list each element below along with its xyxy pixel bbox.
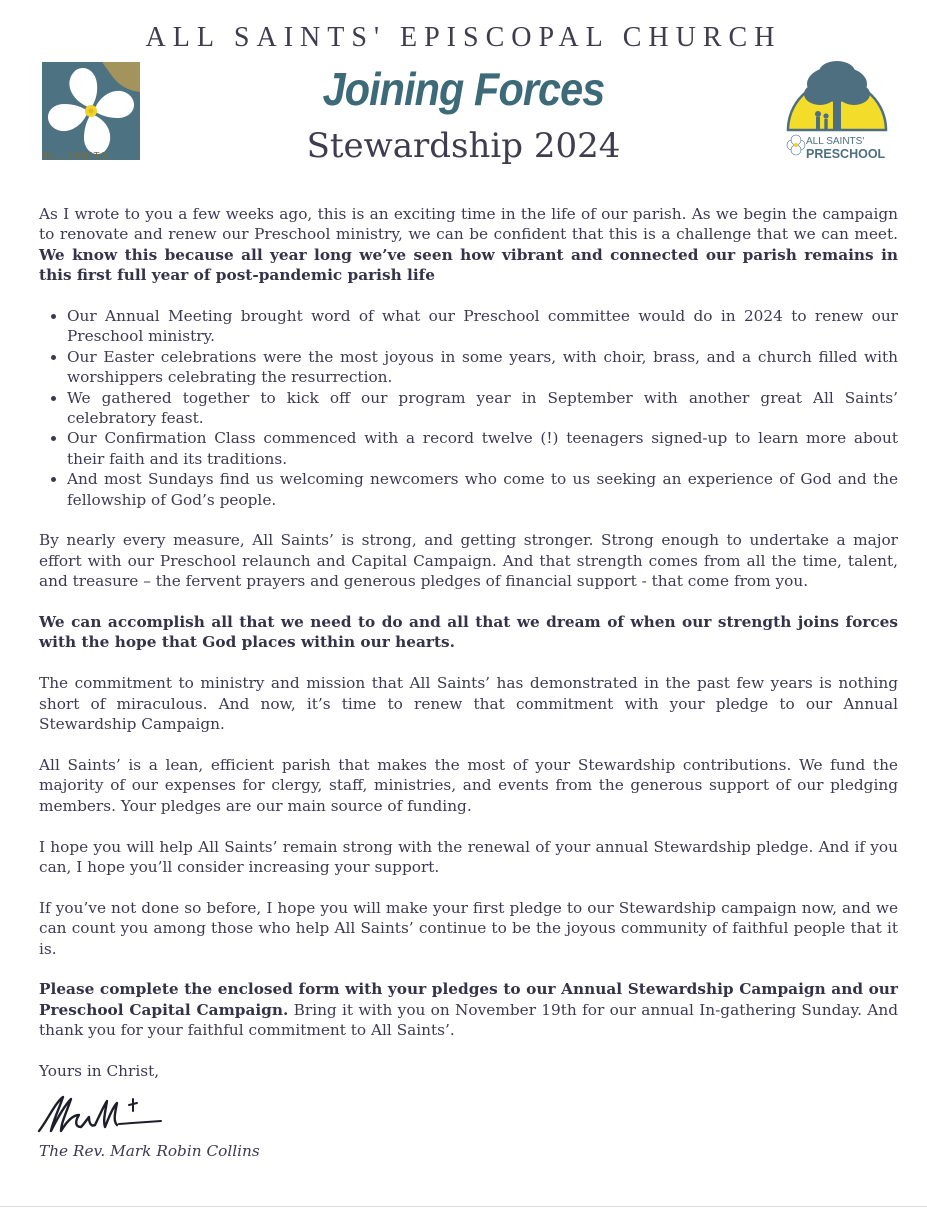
- all-saints-flower-logo-icon: [42, 62, 140, 160]
- accomplish-bold-text: We can accomplish all that we need to do and all that we dream of when our strength joins forces with the hope that God places within our hearts.: [39, 613, 898, 652]
- please-complete-text: Bring it with you on November 19th for our annual In-gathering Sunday. And thank you for your faithful commitment to All Saints’.: [39, 1000, 898, 1040]
- list-item: • And most Sundays find us welcoming newcomers who come to us seeking an experience of God and the fellowship of God’s people.: [67, 469, 898, 510]
- accomplish-paragraph: [39, 612, 898, 653]
- intro-text: As I wrote to you a few weeks ago, this is an exciting time in the life of our parish. As we begin the campaign to renovate and renew our Preschool ministry, we can be confident that this is a challenge that we can meet.: [39, 205, 898, 244]
- letter-body: [39, 204, 898, 1162]
- handwritten-signature-icon: [33, 1091, 173, 1137]
- list-item: • Our Annual Meeting brought word of what our Preschool committee would do in 2024 to renew our Preschool ministry.: [67, 306, 898, 347]
- campaign-subtitle: Stewardship 2024: [306, 126, 621, 166]
- first-pledge-paragraph: If you’ve not done so before, I hope you will make your first pledge to our Stewardship campaign now, and we can count you among those who help All Saints’ continue to be the joyous community of faithful people that it is.: [39, 898, 898, 958]
- signer-name: The Rev. Mark Robin Collins: [39, 1142, 260, 1161]
- intro-paragraph: [39, 204, 898, 286]
- logo-left-caption: ALL SAINTS': [42, 151, 112, 162]
- closing-salutation: Yours in Christ,: [39, 1061, 160, 1080]
- campaign-headline: Joining Forces: [322, 63, 605, 115]
- preschool-logo-line2: PRESCHOOL: [806, 147, 886, 161]
- hope-paragraph: I hope you will help All Saints’ remain strong with the renewal of your annual Stewardship pledge. And if you can, I hope you’ll consider increasing your support.: [39, 837, 898, 876]
- commitment-paragraph: The commitment to ministry and mission that All Saints’ has demonstrated in the past few years is nothing short of miraculous. And now, it’s time to renew that commitment with your pledge to our Annual Stewardship Campaign.: [39, 674, 898, 734]
- church-name: ALL SAINTS' EPISCOPAL CHURCH: [145, 22, 782, 53]
- please-complete-bold-text: Please complete the enclosed form with your pledges to our Annual Stewardship Campaign and our Preschool Capital Campaign.: [39, 980, 898, 1019]
- please-complete-paragraph: [39, 979, 898, 1040]
- preschool-logo-line1: ALL SAINTS': [806, 136, 865, 147]
- bottom-divider: [0, 1206, 927, 1207]
- highlights-list: [39, 306, 898, 510]
- lean-parish-paragraph: All Saints’ is a lean, efficient parish that makes the most of your Stewardship contributions. We fund the majority of our expenses for clergy, staff, ministries, and events from the generous support of our pledging members. Your pledges are our main source of funding.: [39, 755, 898, 815]
- strength-paragraph: By nearly every measure, All Saints’ is strong, and getting stronger. Strong enough to undertake a major effort with our Preschool relaunch and Capital Campaign. And that strength comes from all the time, talent, and treasure – the fervent prayers and generous pledges of financial support - that come from you.: [39, 531, 898, 591]
- list-item: • Our Easter celebrations were the most joyous in some years, with choir, brass, and a church filled with worshippers celebrating the resurrection.: [67, 347, 898, 388]
- list-item: • Our Confirmation Class commenced with a record twelve (!) teenagers signed-up to learn more about their faith and its traditions.: [67, 428, 898, 469]
- preschool-tree-logo-icon: [780, 48, 894, 166]
- list-item: • We gathered together to kick off our program year in September with another great All Saints’ celebratory feast.: [67, 388, 898, 429]
- intro-bold-text: We know this because all year long we’ve seen how vibrant and connected our parish remains in this first full year of post-pandemic parish life: [39, 245, 898, 285]
